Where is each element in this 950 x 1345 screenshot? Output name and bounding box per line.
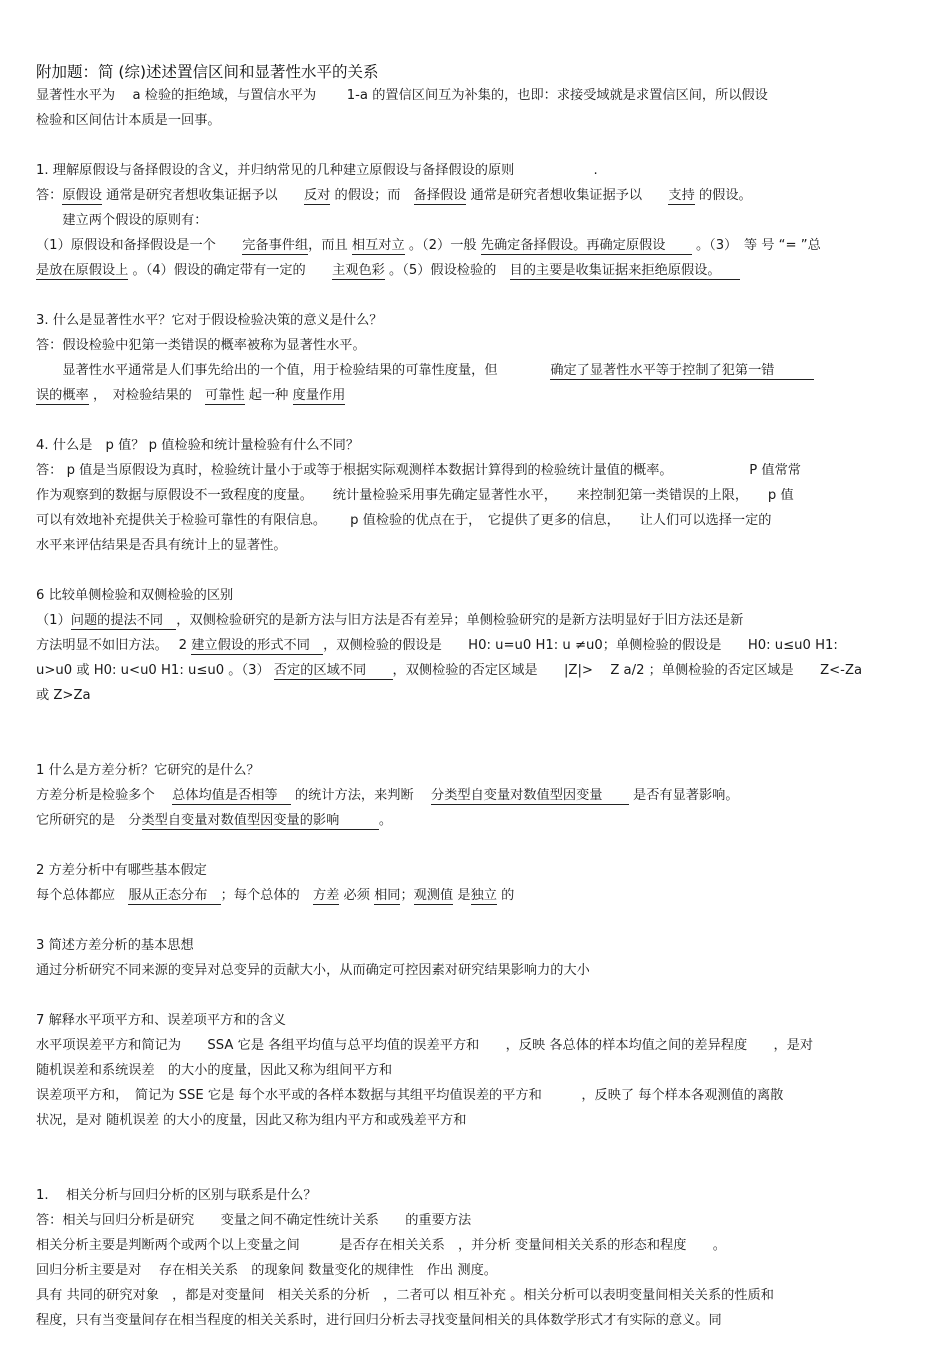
- v2-answer-line-1: [36, 887, 514, 905]
- v1-heading: 1 什么是方差分析？它研究的是什么？: [36, 763, 260, 778]
- q3-answer-line-1: 答：假设检验中犯第一类错误的概率被称为显著性水平。: [36, 338, 366, 353]
- r1-answer-line: 具有 共同的研究对象 ，都是对变量间 相关关系的分析 ，二者可以 相互补充 。相关分析可以表明变量间相关关系的性质和: [36, 1288, 774, 1303]
- underlined-term: 方差: [312, 888, 340, 903]
- underlined-term: 总体均值是否相等: [172, 788, 291, 803]
- r1-answer-line: 相关分析主要是判断两个或两个以上变量之间 是否存在相关关系 ，并分析 变量间相关关系的形态和程度 。: [36, 1238, 726, 1253]
- underlined-term: 是放在原假设上: [36, 263, 129, 278]
- q3-answer-line-3: [36, 387, 345, 405]
- text: 它所研究的是 分: [36, 813, 142, 828]
- r1-answer-line: 回归分析主要是对 存在相关关系 的现象间 数量变化的规律性 作出 测度。: [36, 1263, 497, 1278]
- text: 方差分析是检验多个: [36, 788, 173, 803]
- underlined-term: 完备事件组: [242, 238, 309, 253]
- underlined-term: 确定了显著性水平等于控制了犯第一错: [550, 363, 815, 378]
- q6-answer-line-4: 或 Z>Za: [36, 688, 91, 703]
- underlined-term: 相同: [374, 888, 401, 903]
- underlined-term: 度量作用: [292, 388, 346, 403]
- text: 起一种: [244, 388, 293, 403]
- text: 的假设；而: [330, 188, 414, 203]
- text: 。（3） 等 号 “= ”总: [691, 238, 821, 253]
- v3-heading: 3 简述方差分析的基本思想: [36, 938, 194, 953]
- r1-answer-line: 程度，只有当变量间存在相当程度的相关关系时，进行回归分析去寻找变量间相关的具体数学形式才有实际的意义。同: [36, 1313, 722, 1328]
- text: 显著性水平通常是人们事先给出的一个值，用于检验结果的可靠性度量，但: [36, 363, 551, 378]
- v7-answer-line: 状况，是对 随机误差 的大小的度量，因此又称为组内平方和或残差平方和: [36, 1113, 467, 1128]
- text: ；每个总体的: [220, 888, 313, 903]
- page-title: 附加题：简 (综)述述置信区间和显著性水平的关系: [36, 63, 379, 81]
- underlined-term: 原假设: [62, 188, 102, 203]
- underlined-term: 服从正态分布: [128, 888, 221, 903]
- v1-answer-line-1: [36, 787, 739, 805]
- r1-heading: 1. 相关分析与回归分析的区别与联系是什么？: [36, 1188, 317, 1203]
- text: 。（4）假设的确定带有一定的: [128, 263, 333, 278]
- text: 答：: [36, 188, 63, 203]
- q1-answer-line-3: [36, 237, 821, 255]
- text: ，双侧检验的假设是 H0: u=u0 H1: u ≠u0；单侧检验的假设是 H0: u≤u0 H1:: [323, 638, 838, 653]
- q4-answer-line: 作为观察到的数据与原假设不一致程度的度量。 统计量检验采用事先确定显著性水平， 来控制犯第一类错误的上限， p 值: [36, 488, 794, 503]
- q4-answer-line: 答： p 值是当原假设为真时，检验统计量小于或等于根据实际观测样本数据计算得到的检验统计量值的概率。 P 值常常: [36, 463, 801, 478]
- underlined-term: 相互对立: [351, 238, 405, 253]
- q3-answer-line-2: [36, 362, 814, 380]
- v7-answer-line: 随机误差和系统误差 的大小的度量，因此又称为组间平方和: [36, 1063, 393, 1078]
- q6-heading: 6 比较单侧检验和双侧检验的区别: [36, 588, 234, 603]
- text: 每个总体都应: [36, 888, 129, 903]
- underlined-term: 分类型自变量对数值型因变量: [431, 788, 629, 803]
- q3-heading: 3. 什么是显著性水平？它对于假设检验决策的意义是什么？: [36, 313, 383, 328]
- q6-answer-line-2: [36, 637, 838, 655]
- underlined-term: 建立假设的形式不同: [191, 638, 324, 653]
- text: 。（5）假设检验的: [384, 263, 510, 278]
- text: ，双侧检验研究的是新方法与旧方法是否有差异；单侧检验研究的是新方法明显好于旧方法还是新: [176, 613, 744, 628]
- text: 的统计方法，来判断: [290, 788, 432, 803]
- underlined-term: 目的主要是收集证据来拒绝原假设。: [509, 263, 741, 278]
- underlined-term: 先确定备择假设。再确定原假设: [480, 238, 692, 253]
- q6-answer-line-3: [36, 662, 862, 680]
- text: 必须: [339, 888, 375, 903]
- text: 。: [378, 813, 393, 828]
- v2-heading: 2 方差分析中有哪些基本假定: [36, 863, 207, 878]
- v1-answer-line-2: [36, 812, 392, 830]
- underlined-term: 反对: [303, 188, 331, 203]
- underlined-term: 独立: [470, 888, 497, 903]
- text: （1）原假设和备择假设是一个: [36, 238, 243, 253]
- q1-answer-line-4: [36, 262, 740, 280]
- q4-answer-line: 水平来评估结果是否具有统计上的显著性。: [36, 538, 287, 553]
- underlined-term: 否定的区域不同: [273, 663, 393, 678]
- v7-answer-line: 水平项误差平方和简记为 SSA 它是 各组平均值与总平均值的误差平方和 ，反映 各总体的样本均值之间的差异程度 ，是对: [36, 1038, 814, 1053]
- text: ；: [400, 888, 414, 903]
- q1-answer-line-1: [36, 187, 752, 205]
- r1-answer-line: 答：相关与回归分析是研究 变量之间不确定性统计关系 的重要方法: [36, 1213, 472, 1228]
- underlined-term: 观测值: [413, 888, 454, 903]
- text: ，而且: [308, 238, 352, 253]
- q1-heading: 1. 理解原假设与备择假设的含义，并归纳常见的几种建立原假设与备择假设的原则 .: [36, 163, 598, 178]
- text: 通常是研究者想收集证据予以: [101, 188, 304, 203]
- v7-answer-line: 误差项平方和， 简记为 SSE 它是 每个水平或的各样本数据与其组平均值误差的平方和 ，反映了 每个样本各观测值的离散: [36, 1088, 784, 1103]
- text: 的: [496, 888, 515, 903]
- text: 方法明显不如旧方法。 2: [36, 638, 192, 653]
- text: 是否有显著影响。: [628, 788, 739, 803]
- underlined-term: 备择假设: [413, 188, 467, 203]
- v7-heading: 7 解释水平项平方和、误差项平方和的含义: [36, 1013, 286, 1028]
- intro-line-2: 检验和区间估计本质是一回事。: [36, 113, 221, 128]
- text: u>u0 或 H0: u<u0 H1: u≤u0 。（3）: [36, 663, 274, 678]
- underlined-term: 主观色彩: [332, 263, 385, 278]
- text: （1）: [36, 613, 71, 628]
- text: 。（2）一般: [404, 238, 481, 253]
- underlined-term: 类型自变量对数值型因变量的影响: [141, 813, 379, 828]
- underlined-term: 支持: [668, 188, 695, 203]
- q6-answer-line-1: [36, 612, 743, 630]
- q4-answer-line: 可以有效地补充提供关于检验可靠性的有限信息。 p 值检验的优点在于， 它提供了更多的信息， 让人们可以选择一定的: [36, 513, 772, 528]
- text: 是: [453, 888, 471, 903]
- text: ， 对检验结果的: [88, 388, 206, 403]
- text: 通常是研究者想收集证据予以: [466, 188, 669, 203]
- underlined-term: 误的概率: [36, 388, 89, 403]
- text: ，双侧检验的否定区域是 |Z|> Z a/2 ；单侧检验的否定区域是 Z<-Za: [392, 663, 863, 678]
- text: 的假设。: [694, 188, 752, 203]
- underlined-term: 可靠性: [205, 388, 245, 403]
- q4-heading: 4. 什么是 p 值？ p 值检验和统计量检验有什么不同？: [36, 438, 360, 453]
- intro-line-1: 显著性水平为 a 检验的拒绝域，与置信水平为 1-a 的置信区间互为补集的，也即：求接受域就是求置信区间，所以假设: [36, 88, 768, 103]
- underlined-term: 问题的提法不同: [70, 613, 177, 628]
- v3-answer-line-1: 通过分析研究不同来源的变异对总变异的贡献大小，从而确定可控因素对研究结果影响力的大小: [36, 963, 590, 978]
- q1-answer-line-2: 建立两个假设的原则有：: [36, 213, 208, 228]
